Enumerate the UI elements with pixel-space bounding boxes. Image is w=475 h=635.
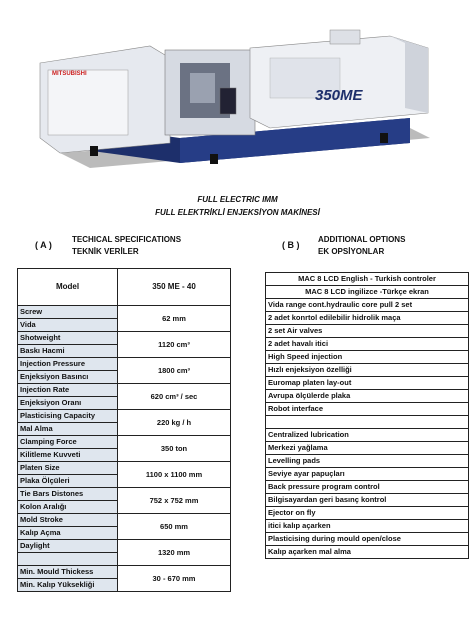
spec-row [18, 514, 231, 527]
option-row [266, 377, 469, 390]
option-row [266, 507, 469, 520]
option-row-tr [266, 416, 469, 429]
spec-name-tr: Vida [18, 319, 118, 332]
option-row [266, 533, 469, 546]
spec-row [18, 306, 231, 319]
option-en: MAC 8 LCD English - Turkish controler [266, 273, 469, 286]
section-a-title-en: TECHICAL SPECIFICATIONS [72, 235, 182, 244]
brand-logo: MITSUBISHI [52, 71, 87, 77]
spec-name-tr: Mal Alma [18, 423, 118, 436]
spec-value: 1120 cm³ [118, 332, 231, 358]
option-en: Plasticising during mould open/close [266, 533, 469, 546]
option-en: Vida range cont.hydraulic core pull 2 set [266, 299, 469, 312]
option-en: Centralized lubrication [266, 429, 469, 442]
spec-name-en: Injection Rate [18, 384, 118, 397]
spec-header-model: Model [18, 269, 118, 306]
option-tr [266, 416, 469, 429]
spec-name-en: Tie Bars Distones [18, 488, 118, 501]
option-row [266, 403, 469, 416]
spec-name-tr: Plaka Ölçüleri [18, 475, 118, 488]
section-a-label: ( A ) [35, 240, 52, 250]
section-b-title-tr: EK OPSİYONLAR [318, 247, 385, 256]
option-en: Ejector on fly [266, 507, 469, 520]
option-row-tr [266, 520, 469, 533]
option-row-tr [266, 390, 469, 403]
spec-row [18, 332, 231, 345]
spec-row [18, 410, 231, 423]
spec-row [18, 436, 231, 449]
spec-name-en: Mold Stroke [18, 514, 118, 527]
spec-value: 220 kg / h [118, 410, 231, 436]
spec-value: 1100 x 1100 mm [118, 462, 231, 488]
section-b-label: ( B ) [282, 240, 300, 250]
option-row-tr [266, 286, 469, 299]
spec-value: 752 x 752 mm [118, 488, 231, 514]
caption-line-2: FULL ELEKTRİKLİ ENJEKSİYON MAKİNESİ [155, 208, 320, 217]
option-row-tr [266, 338, 469, 351]
spec-value: 350 ton [118, 436, 231, 462]
spec-row [18, 488, 231, 501]
spec-name-tr: Kalıp Açma [18, 527, 118, 540]
option-row-tr [266, 442, 469, 455]
spec-name-tr [18, 553, 118, 566]
spec-header-value: 350 ME - 40 [118, 269, 231, 306]
spec-name-en: Clamping Force [18, 436, 118, 449]
option-en: Robot interface [266, 403, 469, 416]
spec-value: 1800 cm³ [118, 358, 231, 384]
option-tr: Merkezi yağlama [266, 442, 469, 455]
option-tr: Avrupa ölçülerde plaka [266, 390, 469, 403]
spec-name-en: Injection Pressure [18, 358, 118, 371]
model-badge: 350ME [315, 87, 363, 104]
spec-name-tr: Min. Kalıp Yüksekliği [18, 579, 118, 592]
option-row [266, 273, 469, 286]
option-tr: 2 adet konrtol edilebilir hidrolik maça [266, 312, 469, 325]
spec-table [17, 268, 231, 592]
spec-row [18, 540, 231, 553]
option-row [266, 351, 469, 364]
option-tr: Seviye ayar papuçları [266, 468, 469, 481]
section-a-title-tr: TEKNİK VERİLER [72, 247, 139, 256]
option-row [266, 299, 469, 312]
spec-name-tr: Baskı Hacmi [18, 345, 118, 358]
option-row [266, 325, 469, 338]
option-tr: Kalıp açarken mal alma [266, 546, 469, 559]
option-en: Back pressure program control [266, 481, 469, 494]
spec-name-tr: Enjeksiyon Oranı [18, 397, 118, 410]
spec-header-row [18, 269, 231, 306]
spec-value: 30 - 670 mm [118, 566, 231, 592]
spec-name-tr: Kilitleme Kuvveti [18, 449, 118, 462]
spec-row [18, 358, 231, 371]
spec-value: 620 cm³ / sec [118, 384, 231, 410]
option-row-tr [266, 312, 469, 325]
option-tr: Bilgisayardan geri basınç kontrol [266, 494, 469, 507]
option-en: High Speed injection [266, 351, 469, 364]
spec-name-tr: Enjeksiyon Basıncı [18, 371, 118, 384]
spec-name-en: Plasticising Capacity [18, 410, 118, 423]
section-b-title-en: ADDITIONAL OPTIONS [318, 235, 406, 244]
section-a-title [72, 234, 181, 258]
option-row [266, 455, 469, 468]
spec-row [18, 566, 231, 579]
spec-name-en: Min. Mould Thickess [18, 566, 118, 579]
section-b-title [318, 234, 405, 258]
spec-value: 1320 mm [118, 540, 231, 566]
option-en: Euromap platen lay-out [266, 377, 469, 390]
spec-name-en: Shotweight [18, 332, 118, 345]
option-tr: Hızlı enjeksiyon özelliği [266, 364, 469, 377]
spec-name-en: Daylight [18, 540, 118, 553]
spec-name-en: Screw [18, 306, 118, 319]
options-table [265, 272, 469, 559]
option-row-tr [266, 468, 469, 481]
option-row [266, 481, 469, 494]
option-row [266, 429, 469, 442]
caption-line-1: FULL ELECTRIC IMM [197, 195, 278, 204]
option-tr: MAC 8 LCD ingilizce -Türkçe ekran [266, 286, 469, 299]
spec-row [18, 462, 231, 475]
spec-name-en: Platen Size [18, 462, 118, 475]
option-en: 2 set Air valves [266, 325, 469, 338]
option-en: Levelling pads [266, 455, 469, 468]
machine-image [30, 28, 440, 178]
spec-name-tr: Kolon Aralığı [18, 501, 118, 514]
spec-row [18, 384, 231, 397]
option-row-tr [266, 364, 469, 377]
option-row-tr [266, 546, 469, 559]
option-tr: itici kalıp açarken [266, 520, 469, 533]
option-tr: 2 adet havalı itici [266, 338, 469, 351]
option-row-tr [266, 494, 469, 507]
spec-value: 62 mm [118, 306, 231, 332]
spec-value: 650 mm [118, 514, 231, 540]
